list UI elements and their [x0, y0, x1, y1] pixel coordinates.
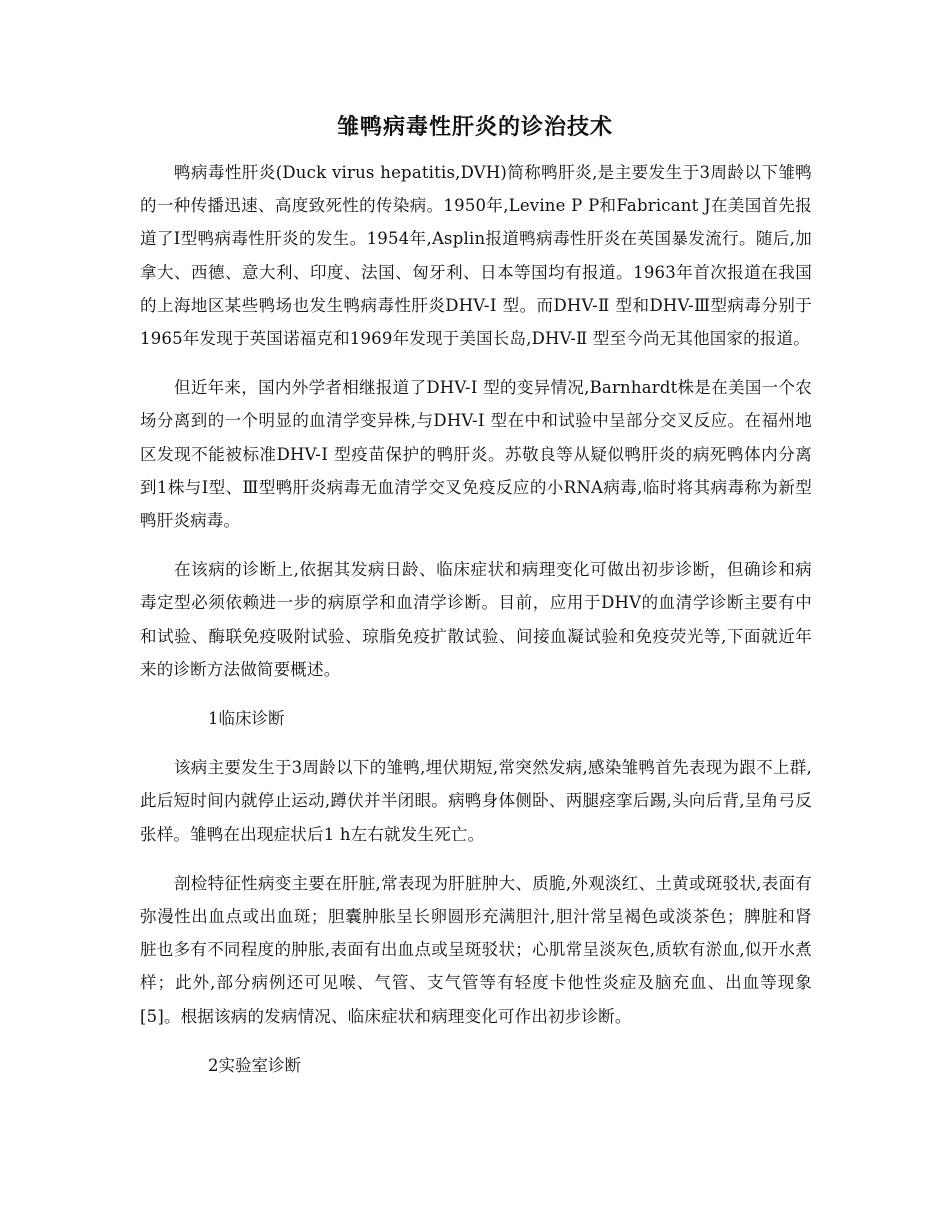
clinical-paragraph-2: 剖检特征性病变主要在肝脏,常表现为肝脏肿大、质脆,外观淡红、土黄或斑驳状,表面有弥漫性出血点或出血斑；胆囊肿胀呈长卵圆形充满胆汁,胆汁常呈褐色或淡茶色；脾脏和肾脏也多有不同程度的肿胀,表面有出血点或呈斑驳状；心肌常呈淡灰色,质软有淤血,似开水煮样；此外,部分病例还可见喉、气管、支气管等有轻度卡他性炎症及脑充血、出血等现象[5]。根据该病的发病情况、临床症状和病理变化可作出初步诊断。	[140, 873, 812, 1026]
section-title: 临床诊断	[218, 709, 285, 729]
section-number: 1	[208, 709, 219, 729]
document-body	[140, 156, 812, 1098]
clinical-paragraph-1: 该病主要发生于3周龄以下的雏鸭,埋伏期短,常突然发病,感染雏鸭首先表现为跟不上群,此后短时间内就停止运动,蹲伏并半闭眼。病鸭身体侧卧、两腿痉挛后踢,头向后背,呈角弓反张样。雏鸭在出现症状后1 h左右就发生死亡。	[140, 758, 812, 844]
intro-paragraph-2: 但近年来，国内外学者相继报道了DHV-Ⅰ 型的变异情况,Barnhardt株是在美国一个农场分离到的一个明显的血清学变异株,与DHV-Ⅰ 型在中和试验中呈部分交叉反应。在福州地区发现不能被标准DHV-Ⅰ 型疫苗保护的鸭肝炎。苏敬良等从疑似鸭肝炎的病死鸭体内分离到1株与Ⅰ型、Ⅲ型鸭肝炎病毒无血清学交叉免疫反应的小RNA病毒,临时将其病毒称为新型鸭肝炎病毒。	[140, 378, 812, 531]
section-heading-clinical-diagnosis	[140, 702, 812, 735]
intro-paragraph-1: 鸭病毒性肝炎(Duck virus hepatitis,DVH)简称鸭肝炎,是主要发生于3周龄以下雏鸭的一种传播迅速、高度致死性的传染病。1950年,Levine P P和Fabricant J在美国首先报道了Ⅰ型鸭病毒性肝炎的发生。1954年,Asplin报道鸭病毒性肝炎在英国暴发流行。随后,加拿大、西德、意大利、印度、法国、匈牙利、日本等国均有报道。1963年首次报道在我国的上海地区某些鸭场也发生鸭病毒性肝炎DHV-Ⅰ 型。而DHV-Ⅱ 型和DHV-Ⅲ型病毒分别于1965年发现于英国诺福克和1969年发现于美国长岛,DHV-Ⅱ 型至今尚无其他国家的报道。	[140, 163, 812, 349]
section-title: 实验室诊断	[218, 1055, 301, 1075]
section-number: 2	[208, 1055, 219, 1075]
document-title: 雏鸭病毒性肝炎的诊治技术	[336, 114, 613, 140]
intro-paragraph-3: 在该病的诊断上,依据其发病日龄、临床症状和病理变化可做出初步诊断，但确诊和病毒定型必须依赖进一步的病原学和血清学诊断。目前，应用于DHV的血清学诊断主要有中和试验、酶联免疫吸附试验、琼脂免疫扩散试验、间接血凝试验和免疫荧光等,下面就近年来的诊断方法做简要概述。	[140, 560, 812, 679]
section-heading-lab-diagnosis	[140, 1049, 812, 1082]
